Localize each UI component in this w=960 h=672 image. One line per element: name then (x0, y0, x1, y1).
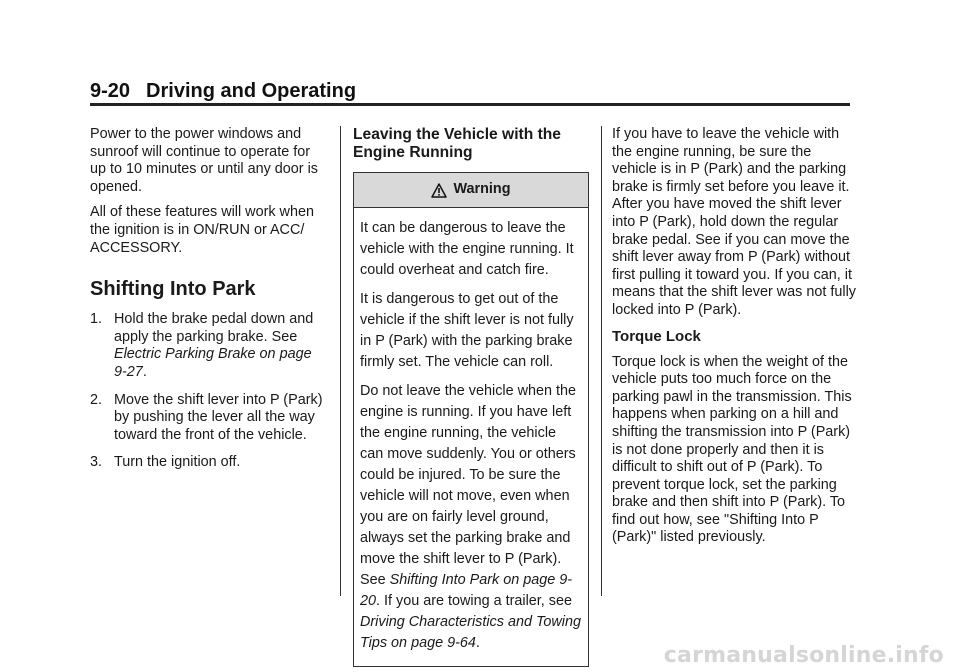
warning-title: Warning (453, 181, 511, 198)
paragraph: Torque lock is when the weight of the vehicle puts too much force on the parking pawl in the transmission. This happens when parking on a hill and shifting the transmission into P (Park) is not done properly and then it is difficult to shift out of P (Park). To prevent torque lock, set the parking brake and then shift into P (Park). To find out how, see "Shifting Into P (Park)" listed previously. (612, 353, 852, 546)
list-item (90, 454, 326, 472)
warning-body (354, 208, 588, 666)
warning-text: . If you are towing a trailer, see (376, 593, 572, 609)
steps-list (90, 311, 326, 472)
cross-reference-link[interactable]: Driving Characteristics and Towing Tips on page 9-64 (360, 614, 582, 651)
warning-paragraph (360, 381, 582, 654)
column-right (612, 126, 856, 555)
cross-reference-link[interactable]: Electric Parking Brake on page 9-27 (114, 346, 312, 380)
paragraph: All of these features will work when the ignition is in ON/RUN or ACC/ ACCESSORY. (90, 204, 314, 256)
column-divider (340, 126, 341, 596)
step-text-tail: . (142, 363, 147, 380)
step-text: Move the shift lever into P (Park) by pushing the lever all the way toward the front of the vehicle. (114, 391, 323, 443)
paragraph: Power to the power windows and sunroof will continue to operate for up to 10 minutes or until any door is opened. (90, 126, 318, 195)
column-divider (601, 126, 602, 596)
paragraph: If you have to leave the vehicle with the engine running, be sure the vehicle is in P (Park) and the parking brake is firmly set before you leave it. After you have moved the shift lever into P (Park), hold down the regular brake pedal. See if you can move the shift lever away from P (Park) without first pulling it toward you. If you can, it means that the shift lever was not fully locked into P (Park). (612, 126, 856, 318)
column-left (90, 126, 326, 482)
cross-reference-link[interactable]: Shifting Into Park on page 9-20 (360, 572, 573, 609)
warning-paragraph: It is dangerous to get out of the vehicle if the shift lever is not fully in P (Park) with the parking brake firmly set. The vehicle can roll. (360, 291, 574, 370)
header-rule (90, 103, 850, 106)
section-heading: Torque Lock (612, 327, 701, 345)
warning-text: Do not leave the vehicle when the engine is running. If you have left the engine running, the vehicle can move suddenly. You or others could be injured. To be sure the vehicle will not move, even when you are on fairly level ground, always set the parking brake and move the shift lever to P (Park). See (360, 383, 577, 588)
step-number: 3. (90, 454, 103, 471)
warning-box (353, 172, 589, 667)
section-title: Driving and Operating (146, 80, 357, 102)
warning-text: . (475, 635, 480, 651)
list-item (90, 311, 326, 381)
section-heading: Leaving the Vehicle with the Engine Running (353, 126, 561, 161)
section-heading: Shifting Into Park (90, 278, 256, 301)
column-middle (353, 126, 591, 667)
step-number: 1. (90, 311, 103, 328)
page-header (90, 80, 356, 103)
page-number: 9-20 (90, 80, 131, 102)
warning-triangle-icon (431, 183, 447, 198)
watermark-text: carmanualsonline.info (663, 643, 944, 668)
list-item (90, 392, 326, 445)
step-text: Turn the ignition off. (114, 454, 241, 471)
warning-header (354, 173, 588, 208)
step-text: Hold the brake pedal down and apply the parking brake. See (114, 311, 314, 345)
step-number: 2. (90, 391, 103, 408)
warning-paragraph: It can be dangerous to leave the vehicle with the engine running. It could overheat and catch fire. (360, 220, 574, 278)
